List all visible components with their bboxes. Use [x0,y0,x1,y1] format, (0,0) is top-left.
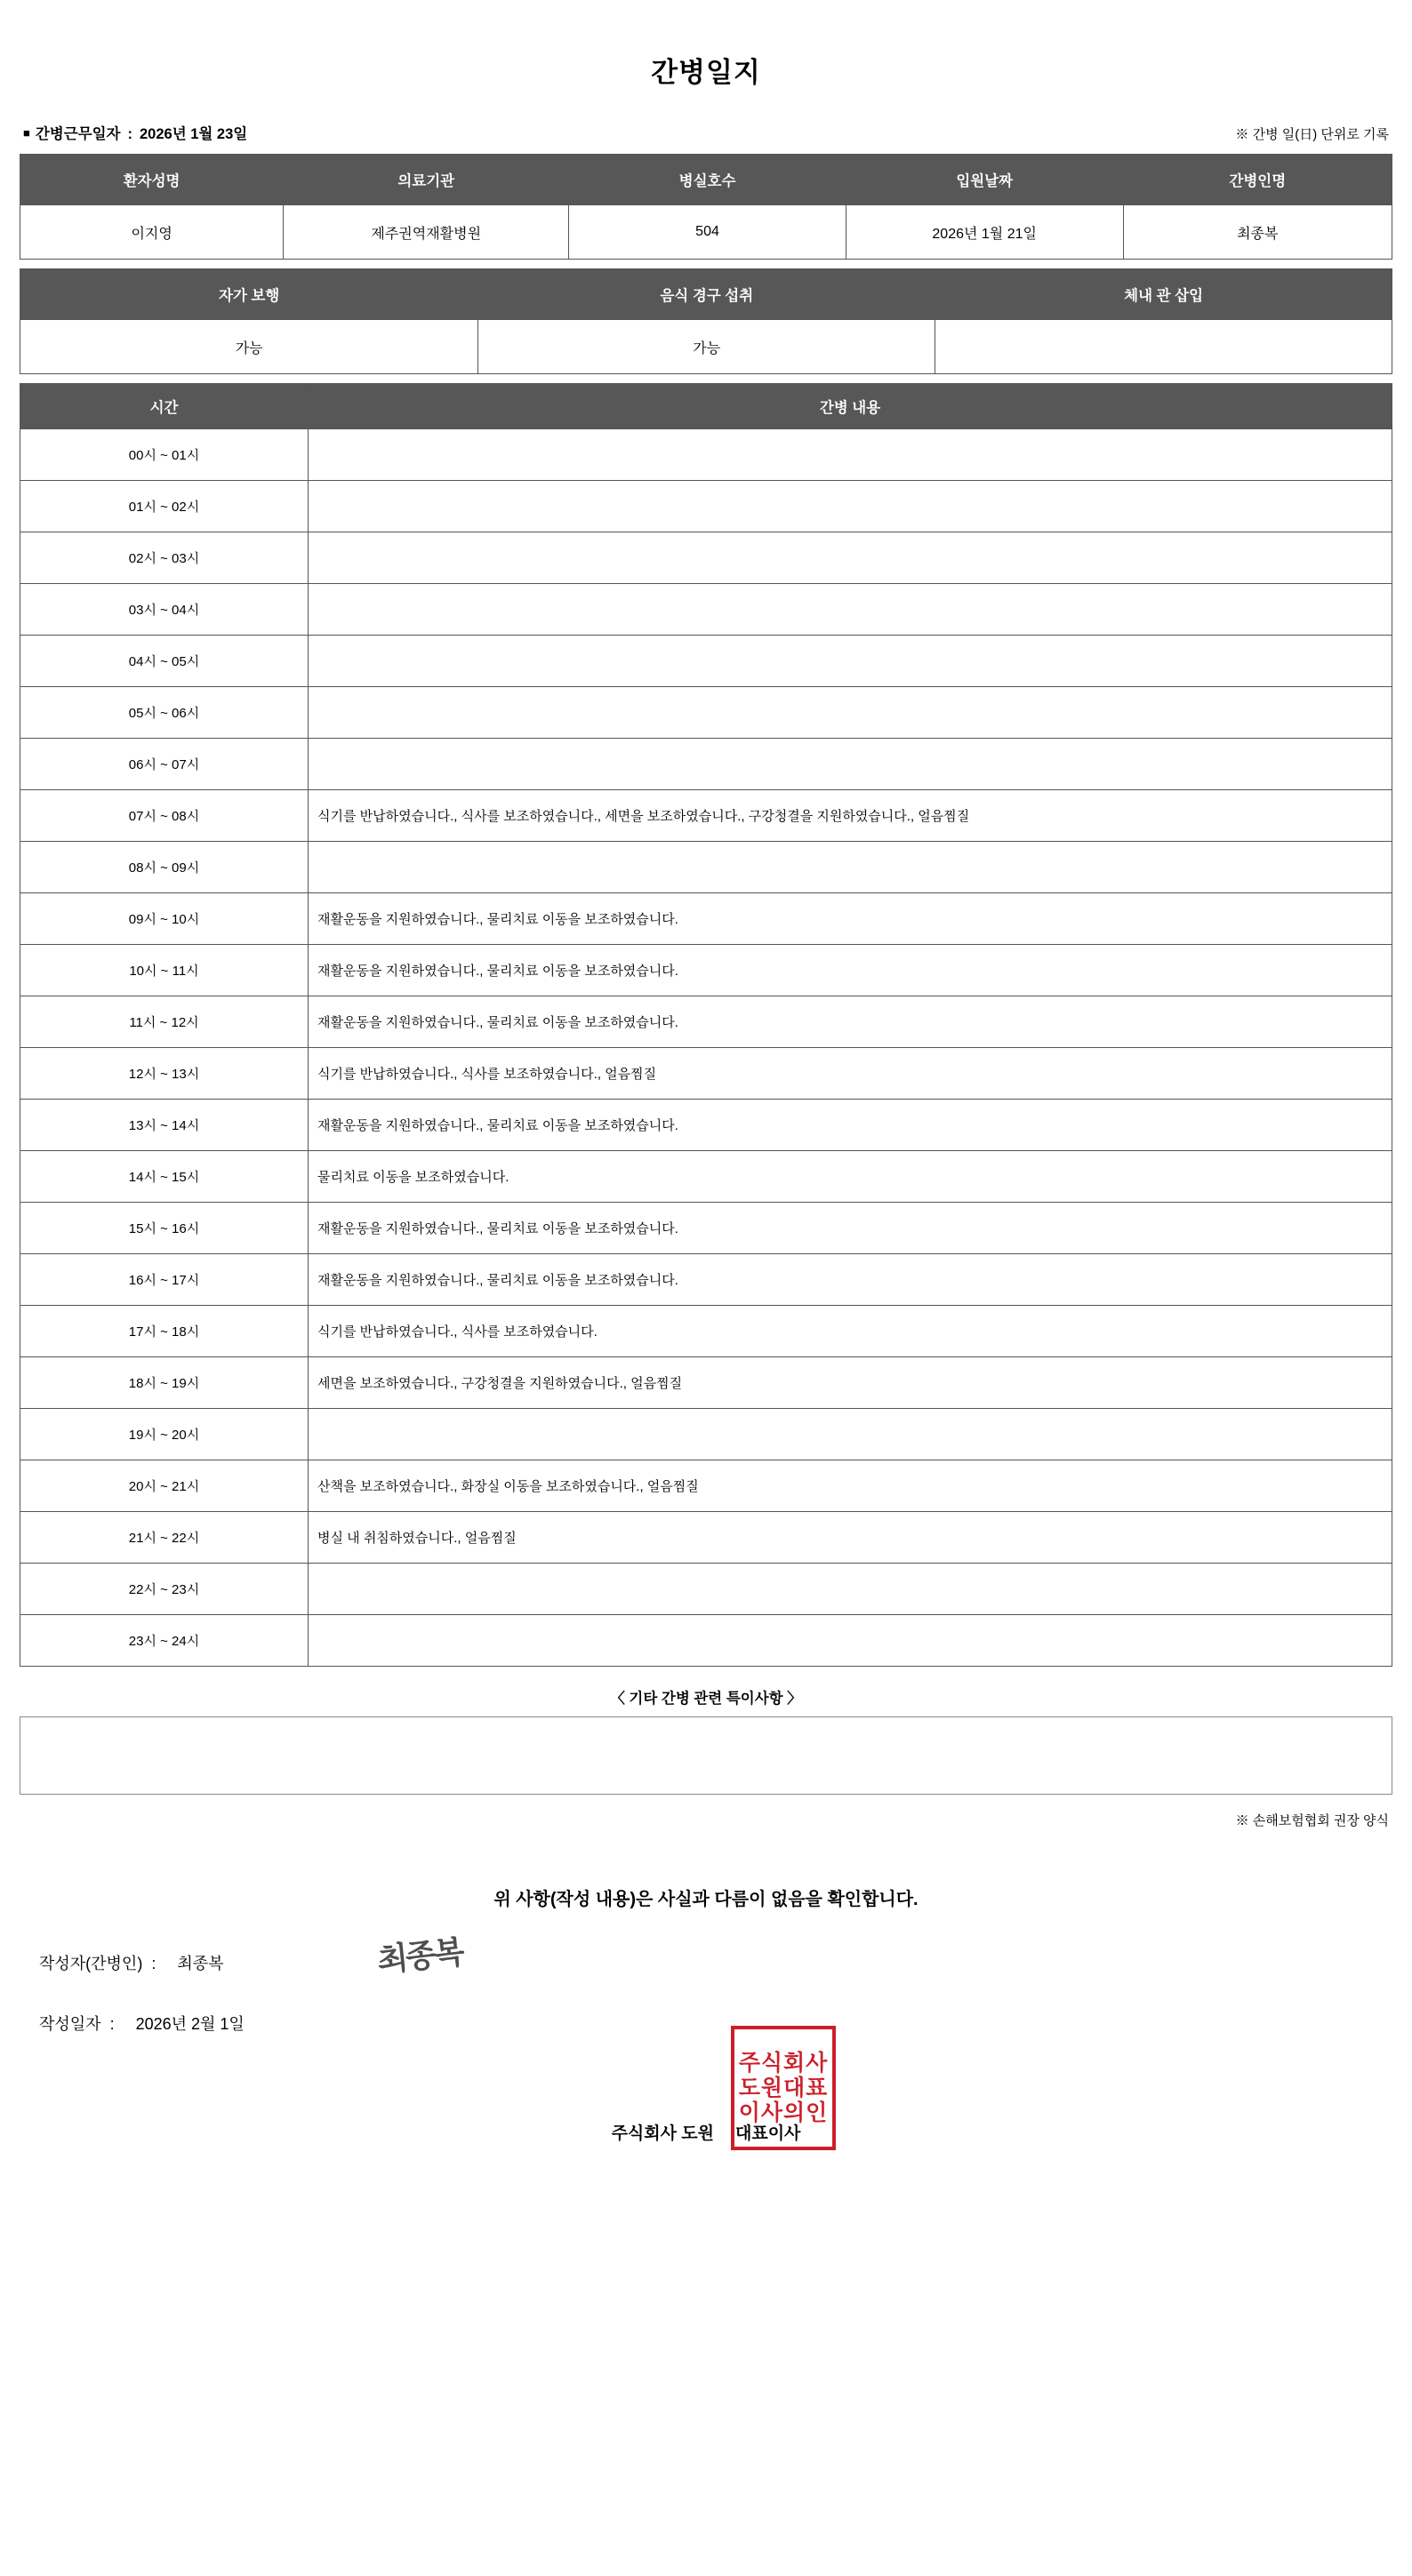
care-content: 물리치료 이동을 보조하였습니다. [309,1151,1392,1203]
care-content: 식기를 반납하였습니다., 식사를 보조하였습니다. [309,1306,1392,1357]
care-content: 병실 내 취침하였습니다., 얼음찜질 [309,1512,1392,1564]
care-content [309,481,1392,532]
table-row [20,739,1392,790]
notes-title: 〈 기타 간병 관련 특이사항 〉 [610,1691,802,1707]
value-hospital: 제주권역재활병원 [284,205,569,260]
writer-name: 최종복 [177,1955,224,1972]
time-label: 19시 ~ 20시 [20,1409,309,1460]
time-label: 06시 ~ 07시 [20,739,309,790]
col-caregiver-name: 간병인명 [1123,155,1392,205]
care-content [309,532,1392,584]
table-row [20,1512,1392,1564]
col-patient-name: 환자성명 [20,155,284,205]
company-role: 대표이사 [734,2124,801,2143]
table-row [20,1460,1392,1512]
care-content: 식기를 반납하였습니다., 식사를 보조하였습니다., 세면을 보조하였습니다., 구강청결을 지원하였습니다., 얼음찜질 [309,790,1392,842]
time-label: 14시 ~ 15시 [20,1151,309,1203]
time-label: 05시 ~ 06시 [20,687,309,739]
company-seal-stamp [731,2026,836,2150]
value-room-number: 504 [569,205,846,260]
care-content [309,429,1392,481]
table-row [20,481,1392,532]
time-label: 11시 ~ 12시 [20,996,309,1048]
table-row [20,1615,1392,1667]
time-label: 00시 ~ 01시 [20,429,309,481]
care-content [309,584,1392,636]
date-value: 2026년 2월 1일 [135,2015,245,2033]
work-date-label: 간병근무일자 [35,126,121,142]
date-colon: : [109,2015,115,2033]
care-content [309,636,1392,687]
time-label: 12시 ~ 13시 [20,1048,309,1100]
status-table [20,268,1392,374]
care-content [309,739,1392,790]
care-content: 재활운동을 지원하였습니다., 물리치료 이동을 보조하였습니다. [309,1203,1392,1254]
record-unit-note: ※ 간병 일(日) 단위로 기록 [1235,127,1389,142]
col-tube-insertion: 체내 관 삽입 [935,269,1392,320]
value-tube-insertion [935,320,1392,374]
care-content [309,1409,1392,1460]
care-content [309,842,1392,893]
time-label: 10시 ~ 11시 [20,945,309,996]
table-header-row [20,269,1392,320]
time-label: 22시 ~ 23시 [20,1564,309,1615]
table-row [20,205,1392,260]
time-label: 17시 ~ 18시 [20,1306,309,1357]
table-header-row [20,155,1392,205]
value-self-walking: 가능 [20,320,478,374]
table-row [20,790,1392,842]
table-row [20,636,1392,687]
table-row [20,1357,1392,1409]
col-time: 시간 [20,384,309,429]
time-label: 08시 ~ 09시 [20,842,309,893]
table-row [20,429,1392,481]
table-row [20,945,1392,996]
table-row [20,1151,1392,1203]
col-hospital: 의료기관 [284,155,569,205]
col-oral-intake: 음식 경구 섭취 [478,269,935,320]
table-row [20,1564,1392,1615]
care-content: 재활운동을 지원하였습니다., 물리치료 이동을 보조하였습니다. [309,893,1392,945]
col-self-walking: 자가 보행 [20,269,478,320]
value-admission-date: 2026년 1월 21일 [846,205,1123,260]
table-row [20,320,1392,374]
care-content: 재활운동을 지원하였습니다., 물리치료 이동을 보조하였습니다. [309,945,1392,996]
time-label: 21시 ~ 22시 [20,1512,309,1564]
work-date-value: 2026년 1월 23일 [140,126,248,142]
notes-box[interactable] [20,1716,1392,1795]
care-content: 세면을 보조하였습니다., 구강청결을 지원하였습니다., 얼음찜질 [309,1357,1392,1409]
table-row [20,1409,1392,1460]
time-label: 20시 ~ 21시 [20,1460,309,1512]
value-oral-intake: 가능 [478,320,935,374]
care-content [309,1615,1392,1667]
care-content: 식기를 반납하였습니다., 식사를 보조하였습니다., 얼음찜질 [309,1048,1392,1100]
patient-info-table [20,154,1392,260]
date-line [39,2012,1392,2038]
stamp-line-3: 이사의인 [738,2100,829,2125]
care-content: 산책을 보조하였습니다., 화장실 이동을 보조하였습니다., 얼음찜질 [309,1460,1392,1512]
work-date-block [23,122,247,143]
page-title: 간병일지 [651,57,761,88]
time-label: 04시 ~ 05시 [20,636,309,687]
date-label: 작성일자 [39,2015,101,2033]
col-room-number: 병실호수 [569,155,846,205]
care-content: 재활운동을 지원하였습니다., 물리치료 이동을 보조하였습니다. [309,1100,1392,1151]
meta-row [20,122,1392,154]
table-row [20,1203,1392,1254]
confirmation-statement: 위 사항(작성 내용)은 사실과 다름이 없음을 확인합니다. [493,1890,919,1909]
col-care-content: 간병 내용 [309,384,1392,429]
stamp-line-1: 주식회사 [738,2050,829,2076]
writer-line [39,1934,1392,1980]
table-header-row [20,384,1392,429]
care-log-table [20,383,1392,1667]
company-row [20,2050,1392,2144]
time-label: 03시 ~ 04시 [20,584,309,636]
bullet-square-icon: ■ [23,126,30,140]
table-row [20,1048,1392,1100]
stamp-line-2: 도원대표 [738,2075,829,2100]
writer-colon: : [151,1955,156,1972]
table-row [20,1306,1392,1357]
association-note: ※ 손해보험협회 권장 양식 [1235,1813,1389,1828]
table-row [20,687,1392,739]
table-row [20,893,1392,945]
care-content: 재활운동을 지원하였습니다., 물리치료 이동을 보조하였습니다. [309,996,1392,1048]
value-caregiver-name: 최종복 [1123,205,1392,260]
table-row [20,1254,1392,1306]
work-date-colon: : [127,126,132,142]
time-label: 13시 ~ 14시 [20,1100,309,1151]
time-label: 16시 ~ 17시 [20,1254,309,1306]
table-row [20,996,1392,1048]
care-content: 재활운동을 지원하였습니다., 물리치료 이동을 보조하였습니다. [309,1254,1392,1306]
table-row [20,584,1392,636]
company-name: 주식회사 도원 [611,2124,714,2143]
time-label: 09시 ~ 10시 [20,893,309,945]
col-admission-date: 입원날짜 [846,155,1123,205]
table-row [20,842,1392,893]
time-label: 18시 ~ 19시 [20,1357,309,1409]
handwritten-signature: 최종복 [375,1934,464,1980]
time-label: 15시 ~ 16시 [20,1203,309,1254]
table-row [20,1100,1392,1151]
time-label: 23시 ~ 24시 [20,1615,309,1667]
writer-label: 작성자(간병인) [39,1955,143,1972]
time-label: 01시 ~ 02시 [20,481,309,532]
time-label: 02시 ~ 03시 [20,532,309,584]
care-content [309,1564,1392,1615]
table-row [20,532,1392,584]
care-content [309,687,1392,739]
value-patient-name: 이지영 [20,205,284,260]
time-label: 07시 ~ 08시 [20,790,309,842]
signature-block [20,1934,1392,2038]
